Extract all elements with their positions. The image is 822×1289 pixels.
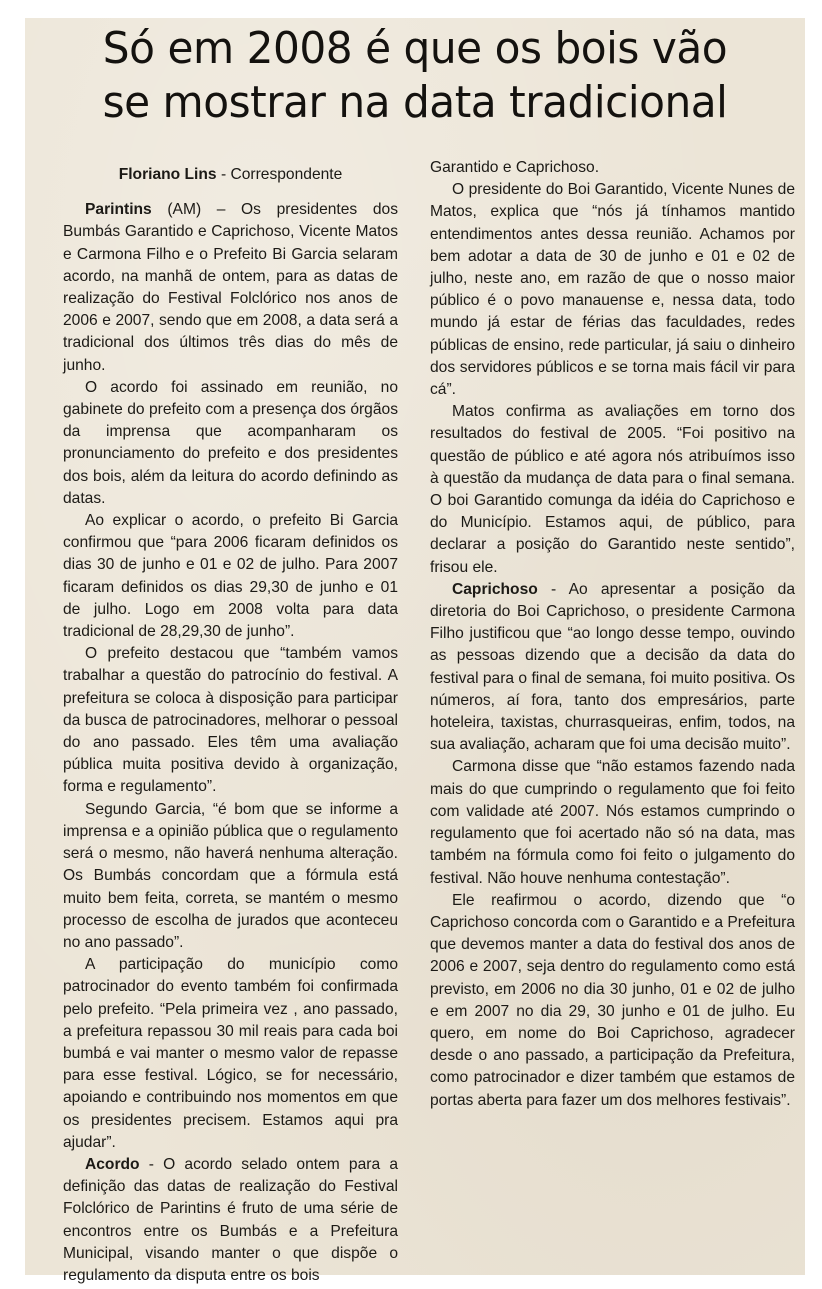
paragraph-continuation: Garantido e Caprichoso. [430,159,600,176]
byline-role: - Correspondente [220,166,343,183]
headline-line-1: Só em 2008 é que os bois vão [102,23,728,74]
paragraph: Matos confirma as avaliações em torno dos resultados do festival de 2005. “Foi positivo na questão de público e até agora nós atribuímos isso à questão da mudança de data para o final semana. O boi Garantido comunga da idéia do Caprichoso e do Município. Estamos aqui, de público, para declarar a posição do Garantido neste sentido”, frisou ele. [430,403,795,576]
byline [63,164,398,186]
right-column [430,157,795,1112]
left-column [63,164,398,1287]
paragraph: Ao explicar o acordo, o prefeito Bi Garcia confirmou que “para 2006 ficaram definidos os dias 30 de junho e 01 e 02 de julho. Para 2007 ficaram definidos os dias 29,30 de junho e 01 de julho. Logo em 2008 volta para data tradicional de 28,29,30 de junho”. [63,512,398,641]
paragraph-intro: Parintins (AM) – Os presidentes dos Bumbás Garantido e Caprichoso, Vicente Matos e Carmona Filho e o Prefeito Bi Garcia selaram acordo, na manhã de ontem, para as datas de realização do Festival Folclórico nos anos de 2006 e 2007, sendo que em 2008, a data será a tradicional dos últimos três dias do mês de junho. [63,201,398,374]
paragraph-acordo: Acordo - O acordo selado ontem para a definição das datas de realização do Festival Folclórico de Parintins é fruto de uma série de encontros entre os Bumbás e a Prefeitura Municipal, visando manter o que dispõe o regulamento da disputa entre os bois [63,1155,398,1284]
paragraph: A participação do município como patrocinador do evento também foi confirmada pelo prefeito. “Pela primeira vez , ano passado, a prefeitura repassou 30 mil reais para cada boi bumbá e vai manter o mesmo valor de repasse para esse festival. Lógico, se for necessário, apoiando e contribuindo nos momentos em que os presidentes precisem. Estamos aqui pra ajudar”. [63,956,398,1151]
subhead-caprichoso: Caprichoso [452,580,538,598]
paragraph: Carmona disse que “não estamos fazendo nada mais do que cumprindo o regulamento que foi feito com validade até 2007. Nós estamos cumprindo o regulamento que foi acertado não só na data, mas também na fórmula como foi feito o julgamento do festival. Não houve nenhuma contestação”. [430,758,795,887]
headline [25,18,805,130]
headline-line-2: se mostrar na data tradicional [102,77,728,128]
paragraph: O acordo foi assinado em reunião, no gabinete do prefeito com a presença dos órgãos da imprensa que acompanharam os pronunciamento do prefeito e dos presidentes dos bois, além da leitura do acordo definindo as datas. [63,378,398,507]
subhead-acordo: Acordo [85,1155,140,1173]
paragraph: Ele reafirmou o acordo, dizendo que “o Caprichoso concorda com o Garantido e a Prefeitura que devemos manter a data do festival dos anos de 2006 e 2007, seja dentro do regulamento como está previsto, em 2006 no dia 30 junho, 01 e 02 de julho e em 2007 no dia 29, 30 junho e 01 de julho. Eu quero, em nome do Boi Caprichoso, agradecer desde o ano passado, a participação da Prefeitura, como patrocinador e dizer também que estamos de portas aberta para fazer um dos melhores festivais”. [430,891,795,1109]
byline-author: Floriano Lins [118,166,217,183]
paragraph: O prefeito destacou que “também vamos trabalhar a questão do patrocínio do festival. A prefeitura se coloca à disposição para participar da busca de patrocinadores, melhorar o pessoal do ano passado. Eles têm uma avaliação pública muita positiva devido à organização, forma e regulamento”. [63,645,398,796]
paragraph: O presidente do Boi Garantido, Vicente Nunes de Matos, explica que “nós já tínhamos mantido entendimentos antes dessa reunião. Achamos por bem adotar a data de 30 de junho e 01 e 02 de julho, neste ano, em razão de que o nosso maior público é o povo manauense e, nessa data, todo mundo já estar de férias das faculdades, redes públicas de ensino, rede particular, já saiu o dinheiro dos servidores públicos e se torna mais fácil vir para cá”. [430,181,795,399]
paragraph: Segundo Garcia, “é bom que se informe a imprensa e a opinião pública que o regulamento será o mesmo, não haverá nenhuma alteração. Os Bumbás concordam que a fórmula está muito bem feita, correta, se mantém o mesmo processo de escolha de jurados que aconteceu no ano passado”. [63,800,398,951]
paragraph-caprichoso: Caprichoso - Ao apresentar a posição da diretoria do Boi Caprichoso, o presidente Carmona Filho justificou que “ao longo desse tempo, ouvindo as pessoas dizendo que a decisão da data do festival para o final de semana, foi muito positiva. Os números, aí fora, tanto dos empresários, parte hoteleira, taxistas, churrasqueiras, enfim, todos, na sua avaliação, acharam que foi uma decisão muito”. [430,580,795,754]
newspaper-clipping [25,18,805,1284]
dateline: Parintins [85,201,152,219]
